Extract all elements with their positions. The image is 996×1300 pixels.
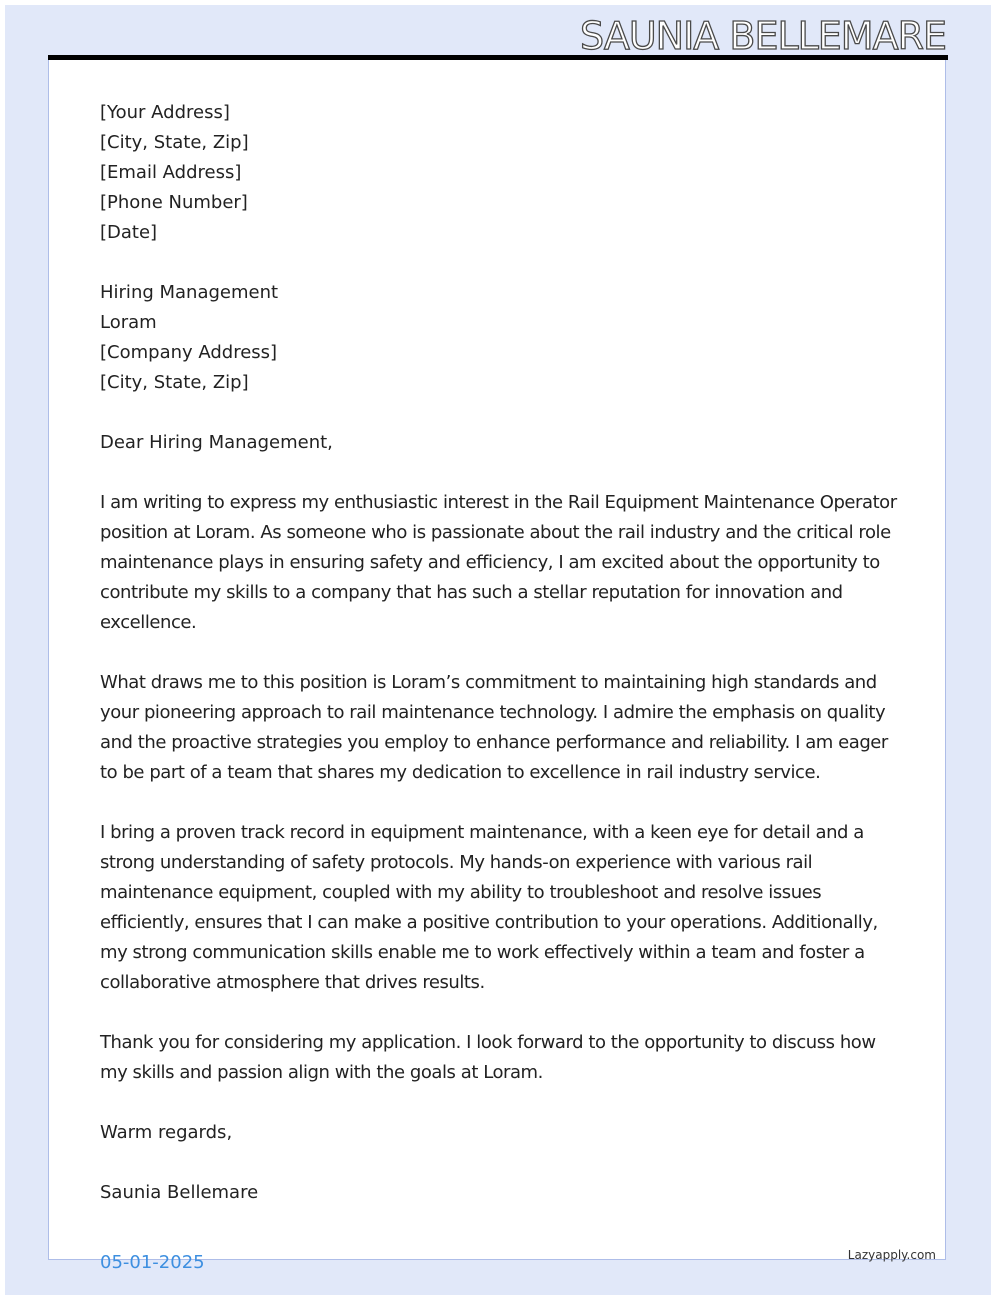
applicant-name-title: SAUNIA BELLEMARE xyxy=(580,14,946,58)
sender-date: [Date] xyxy=(100,222,158,243)
signature-name: Saunia Bellemare xyxy=(100,1182,259,1203)
sender-city-state-zip: [City, State, Zip] xyxy=(100,132,249,153)
body-paragraph-1: I am writing to express my enthusiastic interest in the Rail Equipment Maintenance Operator position at Loram. As someone who is passionate about the rail industry and the critical role maintenance plays in ensuring safety and efficiency, I am excited about the opportunity to contribute my skills to a company that has such a stellar reputation for innovation and excellence. xyxy=(100,492,897,633)
sender-address: [Your Address] xyxy=(100,102,230,123)
letter-body xyxy=(100,98,900,1208)
recipient-block xyxy=(100,278,900,398)
recipient-company: Loram xyxy=(100,312,157,333)
salutation: Dear Hiring Management, xyxy=(100,432,333,453)
body-paragraph-2: What draws me to this position is Loram’s commitment to maintaining high standards and your pioneering approach to rail maintenance technology. I admire the emphasis on quality and the proactive strategies you employ to enhance performance and reliability. I am eager to be part of a team that shares my dedication to excellence in rail industry service. xyxy=(100,672,888,783)
recipient-address: [Company Address] xyxy=(100,342,278,363)
sender-email: [Email Address] xyxy=(100,162,242,183)
sender-phone: [Phone Number] xyxy=(100,192,248,213)
closing: Warm regards, xyxy=(100,1122,233,1143)
watermark-text: Lazyapply.com xyxy=(847,1248,936,1262)
recipient-name: Hiring Management xyxy=(100,282,279,303)
body-paragraph-4: Thank you for considering my application. I look forward to the opportunity to discuss how my skills and passion align with the goals at Loram. xyxy=(100,1032,876,1083)
sender-block xyxy=(100,98,900,248)
recipient-city-state-zip: [City, State, Zip] xyxy=(100,372,249,393)
footer-date: 05-01-2025 xyxy=(100,1252,205,1273)
body-paragraph-3: I bring a proven track record in equipment maintenance, with a keen eye for detail and a strong understanding of safety protocols. My hands-on experience with various rail maintenance equipment, coupled with my ability to troubleshoot and resolve issues efficiently, ensures that I can make a positive contribution to your operations. Additionally, my strong communication skills enable me to work effectively within a team and foster a collaborative atmosphere that drives results. xyxy=(100,822,878,993)
